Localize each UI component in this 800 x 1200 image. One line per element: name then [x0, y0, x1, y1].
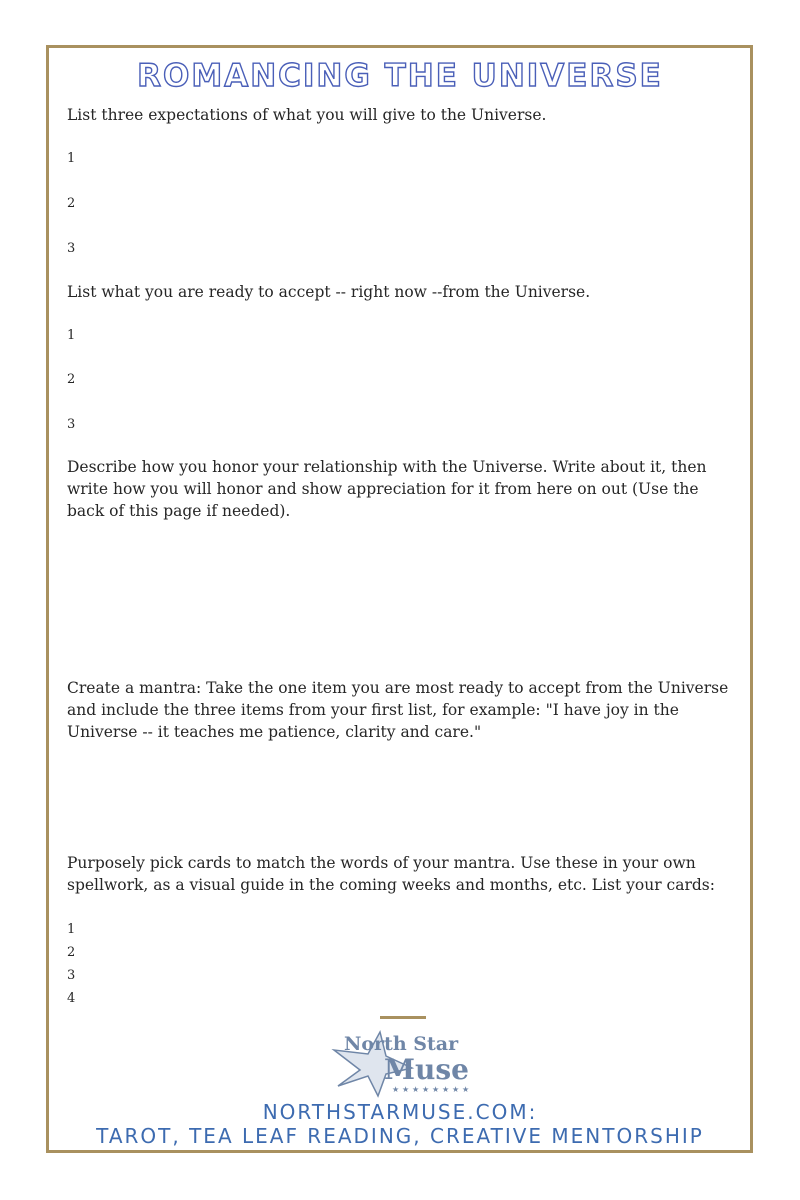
section3-prompt: Describe how you honor your relationship with the Universe. Write about it, then write how you will honor and show appreciation for it from here on out (Use the back of this page if needed). — [67, 458, 707, 520]
section2-prompt: List what you are ready to accept -- right now --from the Universe. — [67, 283, 591, 301]
svg-text:★: ★ — [432, 1085, 440, 1094]
section5-prompt: Purposely pick cards to match the words of your mantra. Use these in your own spellwork, as a visual guide in the coming weeks and months, etc. List your cards: — [67, 854, 715, 894]
section2-item-1: 1 — [67, 328, 76, 343]
logo-stars — [392, 1085, 469, 1094]
svg-text:★: ★ — [452, 1085, 460, 1094]
section5-item-1: 1 — [67, 922, 76, 937]
svg-text:★: ★ — [462, 1085, 470, 1094]
section2-item-3: 3 — [67, 417, 76, 432]
section1-item-3: 3 — [67, 241, 76, 256]
divider — [380, 1016, 426, 1019]
svg-text:★: ★ — [412, 1085, 420, 1094]
section5-item-2: 2 — [67, 945, 76, 960]
svg-text:★: ★ — [422, 1085, 430, 1094]
footer-line1: NORTHSTARMUSE.COM: — [262, 1100, 538, 1124]
svg-text:★: ★ — [402, 1085, 410, 1094]
page-title: ROMANCING THE UNIVERSE — [137, 58, 663, 94]
section5-item-3: 3 — [67, 968, 76, 983]
footer-line2: TAROT, TEA LEAF READING, CREATIVE MENTORSHIP — [96, 1124, 704, 1148]
section4-prompt: Create a mantra: Take the one item you are most ready to accept from the Universe and include the three items from your first list, for example: "I have joy in the Universe -- it teaches me patience, clarity and care." — [67, 679, 729, 741]
section5-item-4: 4 — [67, 991, 76, 1006]
page-border — [46, 45, 753, 1153]
section2-item-2: 2 — [67, 372, 76, 387]
logo-line2: Muse — [384, 1053, 469, 1086]
section1-item-1: 1 — [67, 151, 76, 166]
section1-prompt: List three expectations of what you will give to the Universe. — [67, 106, 547, 124]
section1-item-2: 2 — [67, 196, 76, 211]
svg-text:★: ★ — [392, 1085, 400, 1094]
north-star-muse-logo — [316, 1028, 486, 1098]
svg-text:★: ★ — [442, 1085, 450, 1094]
logo-line1: North Star — [344, 1033, 459, 1055]
